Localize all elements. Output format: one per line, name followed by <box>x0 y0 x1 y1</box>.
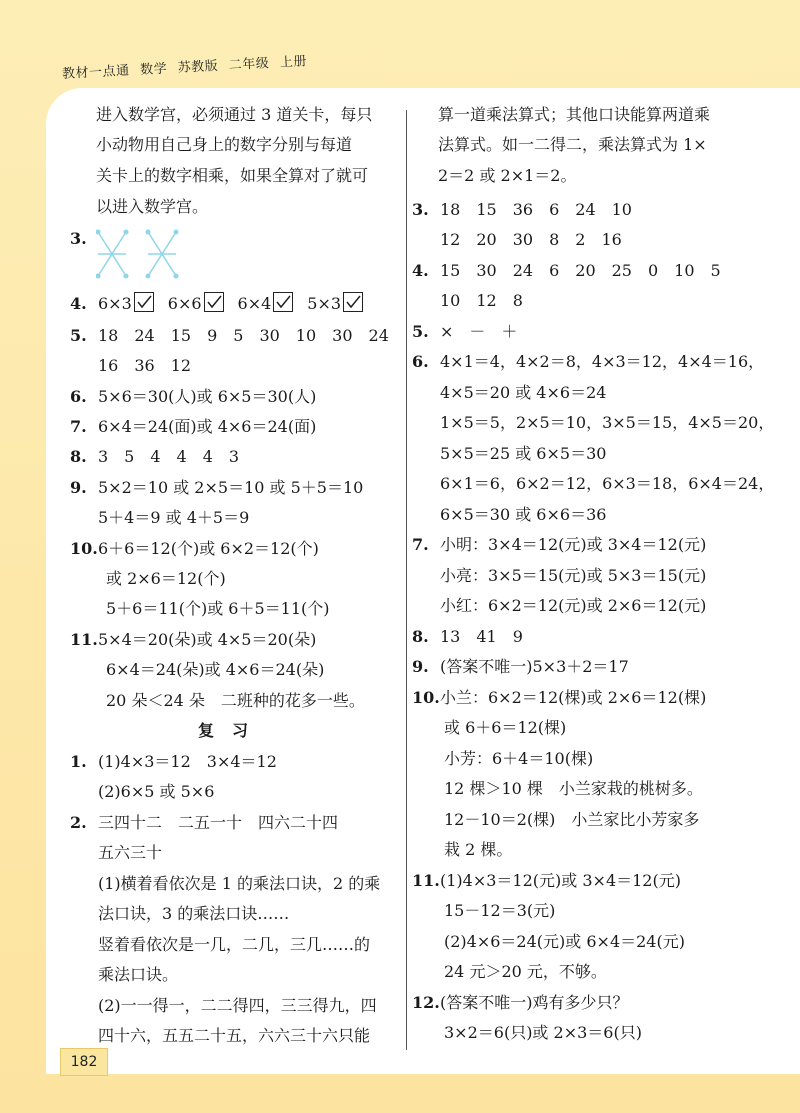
expression: 6×6 <box>167 294 202 313</box>
question-4 <box>412 256 721 286</box>
answer-text: 5＋6＝11(个)或 6＋5＝11(个) <box>106 599 330 618</box>
review-question-2 <box>70 808 338 838</box>
question-number: 3. <box>70 229 87 248</box>
answer-text: 四十六，五五二十五，六六三十六只能 <box>98 1026 371 1045</box>
question-5 <box>412 317 517 347</box>
question-3 <box>70 224 87 254</box>
answer-text: 法口诀，3 的乘法口诀…… <box>98 904 290 923</box>
question-number: 11. <box>70 630 98 649</box>
question-number: 10. <box>70 539 98 558</box>
question-8 <box>412 622 523 652</box>
header-grade: 二年级 <box>228 56 270 74</box>
header-subject: 数学 <box>139 61 168 78</box>
answer-text: (答案不唯一)鸡有多少只？ <box>440 993 629 1012</box>
check-icon <box>275 294 291 310</box>
question-10 <box>70 534 319 564</box>
answer-text: 4×1＝4，4×2＝8，4×3＝12，4×4＝16， <box>440 352 765 371</box>
question-number: 3. <box>412 200 429 219</box>
page-number: 182 <box>60 1048 108 1076</box>
answer-text: 12 20 30 8 2 16 <box>440 230 622 249</box>
question-number: 10. <box>412 688 440 707</box>
question-number: 7. <box>412 535 429 554</box>
checkbox <box>273 292 293 312</box>
answer-text: × － ＋ <box>440 322 518 341</box>
answer-text: (1)4×3＝12(元)或 3×4＝12(元) <box>440 871 681 890</box>
answer-text: (1)横着看依次是 1 的乘法口诀，2 的乘 <box>98 874 381 893</box>
question-8 <box>70 442 239 472</box>
answer-text: 三四十二 二五一十 四六二十四 <box>98 813 339 832</box>
question-6 <box>70 382 316 412</box>
answer-text: 栽 2 棵。 <box>444 840 513 859</box>
expression: 5×3 <box>307 294 342 313</box>
question-6 <box>412 347 764 377</box>
checkbox <box>134 292 154 312</box>
answer-text: 小明：3×4＝12(元)或 3×4＝12(元) <box>440 535 707 554</box>
answer-text: 3 5 4 4 4 3 <box>98 447 240 466</box>
question-number: 6. <box>412 352 429 371</box>
column-divider <box>406 110 407 1050</box>
check-icon <box>206 294 222 310</box>
question-number: 12. <box>412 993 440 1012</box>
answer-text: 1×5＝5，2×5＝10，3×5＝15，4×5＝20， <box>440 413 775 432</box>
question-number: 9. <box>412 657 429 676</box>
answer-text: 6＋6＝12(个)或 6×2＝12(个) <box>98 539 319 558</box>
checkbox <box>204 292 224 312</box>
answer-text: 6×1＝6，6×2＝12，6×3＝18，6×4＝24， <box>440 474 775 493</box>
question-number: 1. <box>70 752 87 771</box>
intro-line: 小动物用自己身上的数字分别与每道 <box>96 135 353 154</box>
question-number: 6. <box>70 387 87 406</box>
expression: 6×4 <box>237 294 272 313</box>
matching-lines-icon <box>96 228 186 280</box>
answer-text: 小兰：6×2＝12(棵)或 2×6＝12(棵) <box>440 688 707 707</box>
answer-text: 小亮：3×5＝15(元)或 5×3＝15(元) <box>440 566 707 585</box>
answer-text: 乘法口诀。 <box>98 965 179 984</box>
answer-text: 五六三十 <box>98 843 163 862</box>
question-11 <box>412 866 681 896</box>
answer-text: 法算式。如一二得二，乘法算式为 1× <box>438 135 707 154</box>
intro-line: 关卡上的数字相乘，如果全算对了就可 <box>96 166 369 185</box>
intro-line: 进入数学宫，必须通过 3 道关卡，每只 <box>96 105 373 124</box>
answer-text: (2)4×6＝24(元)或 6×4＝24(元) <box>444 932 685 951</box>
answer-text: (2)6×5 或 5×6 <box>98 782 215 801</box>
question-number: 2. <box>70 813 87 832</box>
header-volume: 上册 <box>279 54 308 71</box>
answer-text: (答案不唯一)5×3＋2＝17 <box>440 657 629 676</box>
question-5 <box>70 321 389 351</box>
answer-text: 2＝2 或 2×1＝2。 <box>438 166 577 185</box>
question-number: 8. <box>412 627 429 646</box>
answer-text: 4×5＝20 或 4×6＝24 <box>440 383 607 402</box>
answer-text: 3×2＝6(只)或 2×3＝6(只) <box>444 1023 642 1042</box>
review-section-title: 复习 <box>198 721 267 740</box>
answer-text: 10 12 8 <box>440 291 523 310</box>
answer-text: 5×6＝30(人)或 6×5＝30(人) <box>98 387 317 406</box>
answer-text: 18 15 36 6 24 10 <box>440 200 632 219</box>
question-number: 5. <box>70 326 87 345</box>
check-icon <box>136 294 152 310</box>
question-number: 5. <box>412 322 429 341</box>
answer-text: 12－10＝2(棵) 小兰家比小芳家多 <box>444 810 700 829</box>
answer-text: 或 6＋6＝12(棵) <box>444 718 567 737</box>
answer-text: 20 朵＜24 朵 二班种的花多一些。 <box>106 691 365 710</box>
question-10 <box>412 683 706 713</box>
question-9 <box>412 652 629 682</box>
question-7 <box>70 412 316 442</box>
header-edition: 苏教版 <box>177 58 219 76</box>
question-9 <box>70 473 363 503</box>
answer-text: 15－12＝3(元) <box>444 901 556 920</box>
answer-text: 竖着看依次是一几，二几，三几……的 <box>98 935 371 954</box>
answer-text: (1)4×3＝12 3×4＝12 <box>98 752 277 771</box>
answer-text: 12 棵＞10 棵 小兰家栽的桃树多。 <box>444 779 703 798</box>
answer-text: 小红：6×2＝12(元)或 2×6＝12(元) <box>440 596 707 615</box>
answer-text: 16 36 12 <box>98 356 192 375</box>
answer-text: 24 元＞20 元，不够。 <box>444 962 607 981</box>
checkbox <box>343 292 363 312</box>
answer-text: 5×2＝10 或 2×5＝10 或 5＋5＝10 <box>98 478 364 497</box>
answer-text: 13 41 9 <box>440 627 523 646</box>
answer-text: 5×5＝25 或 6×5＝30 <box>440 444 607 463</box>
question-4 <box>70 289 377 319</box>
question-number: 8. <box>70 447 87 466</box>
answer-text: 或 2×6＝12(个) <box>106 569 226 588</box>
answer-text: 6×5＝30 或 6×6＝36 <box>440 505 607 524</box>
question-number: 4. <box>412 261 429 280</box>
answer-text: 算一道乘法算式；其他口诀能算两道乘 <box>438 105 711 124</box>
question-number: 7. <box>70 417 87 436</box>
answer-text: 6×4＝24(面)或 4×6＝24(面) <box>98 417 317 436</box>
answer-text: (2)一一得一，二二得四，三三得九，四 <box>98 996 377 1015</box>
question-number: 4. <box>70 294 87 313</box>
review-question-1 <box>70 747 277 777</box>
question-number: 9. <box>70 478 87 497</box>
answer-text: 6×4＝24(朵)或 4×6＝24(朵) <box>106 660 325 679</box>
check-icon <box>345 294 361 310</box>
answer-text: 18 24 15 9 5 30 10 30 24 <box>98 326 389 345</box>
question-3 <box>412 195 632 225</box>
answer-text: 5＋4＝9 或 4＋5＝9 <box>98 508 250 527</box>
intro-line: 以进入数学宫。 <box>96 197 209 216</box>
answer-text: 5×4＝20(朵)或 4×5＝20(朵) <box>98 630 317 649</box>
answer-text: 15 30 24 6 20 25 0 10 5 <box>440 261 721 280</box>
question-11 <box>70 625 316 655</box>
question-12 <box>412 988 629 1018</box>
question-7 <box>412 530 706 560</box>
expression: 6×3 <box>98 294 132 313</box>
question-number: 11. <box>412 871 440 890</box>
header-book: 教材一点通 <box>61 63 130 82</box>
answer-text: 小芳：6＋4＝10(棵) <box>444 749 594 768</box>
